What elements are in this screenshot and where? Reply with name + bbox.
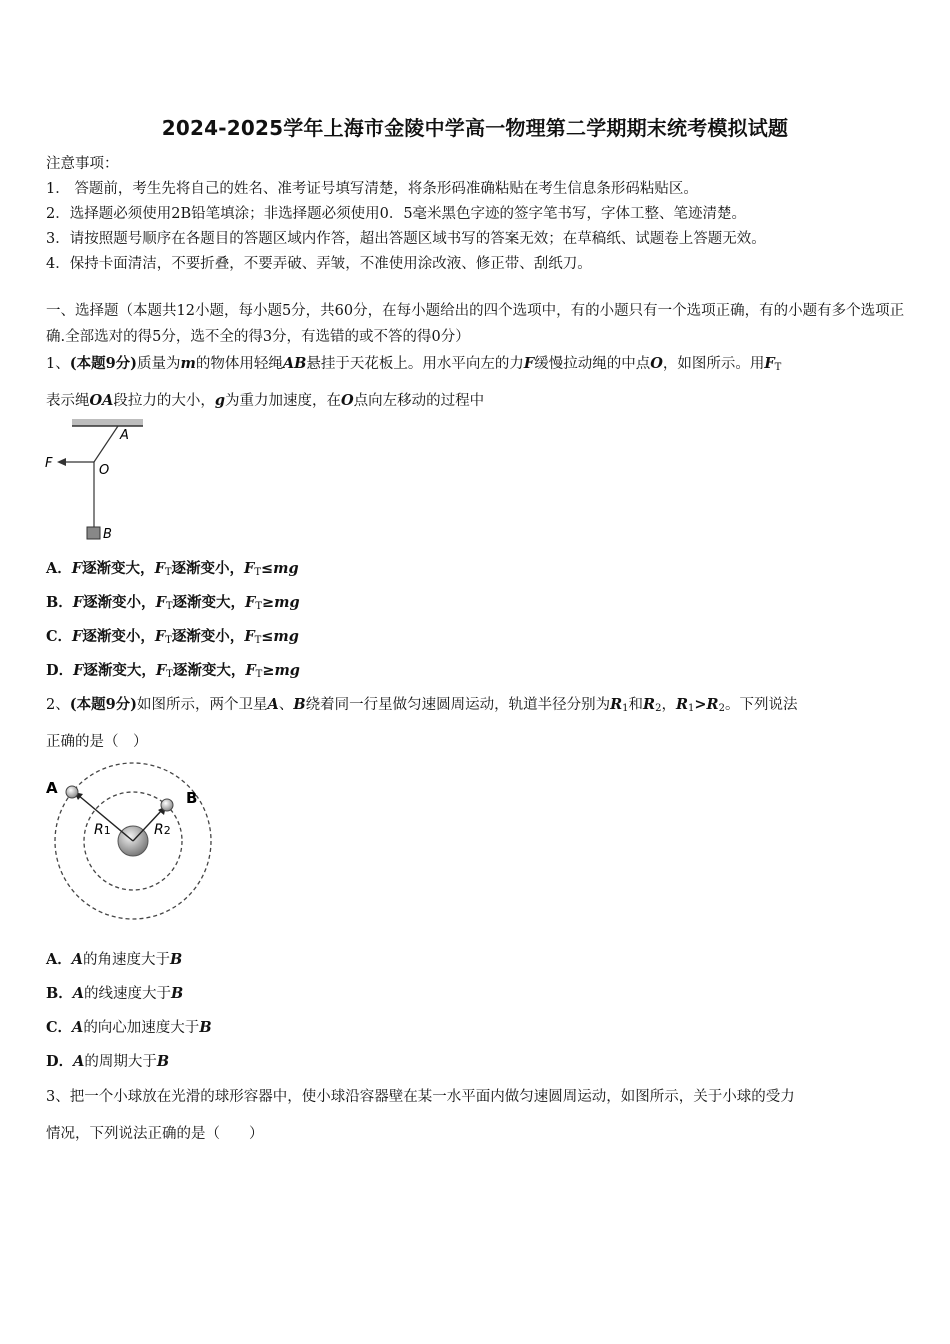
question-2-line-2: 正确的是（ ） (46, 734, 148, 750)
option-letter: C． (46, 628, 73, 645)
notice-item: 1． 答题前，考生先将自己的姓名、准考证号填写清楚，将条形码准确粘贴在考生信息条形码粘贴区。 (46, 181, 698, 197)
question-score: (本题9分) (69, 696, 138, 713)
q2-var: R (643, 696, 656, 713)
q1-text: 表示绳 (46, 393, 90, 409)
option-letter: A． (46, 560, 72, 577)
option-var: F (245, 594, 256, 611)
q1-var-m: m (180, 355, 196, 372)
option-letter: C． (46, 1019, 73, 1036)
option-var: F (72, 594, 84, 611)
q1-text: 缓慢拉动绳的中点 (534, 356, 651, 372)
option-text: 逐渐变大， (172, 594, 246, 611)
option-sub: T (254, 635, 262, 646)
q2-text: ， (661, 697, 676, 713)
q2-sub: 2 (718, 703, 725, 714)
question-1-line-1 (46, 352, 781, 373)
q2-figure (44, 762, 224, 932)
option-var: F (154, 560, 165, 577)
q1-text: 点向左移动的过程中 (353, 393, 485, 409)
q1-text: 悬挂于天花板上。用水平向左的力 (306, 356, 524, 372)
page-title: 2024-2025学年上海市金陵中学高一物理第二学期期末统考模拟试题 (161, 116, 789, 140)
q2-text: 。下列说法 (724, 697, 798, 713)
label-r2-sub: 2 (163, 824, 171, 837)
label-o: O (99, 463, 110, 478)
option-sub: T (165, 601, 173, 612)
rope-oa (94, 426, 118, 462)
q1-text: 为重力加速度，在 (225, 393, 342, 409)
option-text: 的向心加速度大于 (83, 1020, 200, 1036)
arrow-head-icon (57, 458, 66, 466)
q1-var-f: F (523, 355, 535, 372)
q1-text: 质量为 (137, 356, 181, 372)
q2-text: 和 (628, 697, 644, 713)
option-relation: ≤mg (261, 560, 299, 577)
label-r: R (154, 822, 164, 838)
q2-var: A (267, 696, 279, 713)
option-letter: B． (46, 985, 73, 1002)
option-text: 逐渐变大， (172, 662, 246, 679)
option-text: 逐渐变小， (171, 628, 245, 645)
q2-var: R (706, 696, 719, 713)
option-relation: ≥mg (262, 594, 300, 611)
question-number: 2、 (46, 697, 70, 713)
option-var: F (71, 560, 83, 577)
q1-figure (40, 415, 150, 545)
q1-text: 的物体用轻绳 (195, 356, 283, 372)
question-score: (本题9分) (69, 355, 138, 372)
option-text: 逐渐变大， (83, 662, 156, 679)
option-var: F (72, 628, 83, 645)
q1-sub-t: T (774, 362, 782, 373)
q1-var-o: O (650, 355, 663, 372)
label-r: R (94, 822, 104, 838)
option-relation: ≤mg (261, 628, 299, 645)
q2-var: B (293, 696, 306, 713)
option[interactable] (46, 948, 182, 969)
option[interactable] (46, 625, 299, 646)
q1-var-ab: AB (282, 355, 307, 372)
option-var: A (73, 1053, 85, 1070)
label-b: B (103, 527, 112, 542)
option-var: A (72, 985, 85, 1002)
option[interactable] (46, 1050, 169, 1071)
option-var: F (155, 662, 167, 679)
option[interactable] (46, 982, 183, 1003)
option-text: 的线速度大于 (84, 986, 172, 1002)
option[interactable] (46, 591, 300, 612)
label-a: A (46, 779, 58, 797)
section-heading: 一、选择题（本题共12小题，每小题5分，共60分，在每小题给出的四个选项中，有的小题只有一个选项正确，有的小题有多个选项正确.全部选对的得5分，选不全的得3分，有选错的或不答的得0分） (46, 303, 905, 345)
weight-block (87, 527, 100, 539)
option-var: A (72, 1019, 84, 1036)
option-letter: D． (46, 1053, 74, 1070)
label-r1 (94, 822, 111, 838)
option-sub: T (165, 635, 172, 646)
option-text: 逐渐变小， (171, 560, 245, 577)
question-3-line-1: 3、把一个小球放在光滑的球形容器中，使小球沿容器壁在某一水平面内做匀速圆周运动，如图所示，关于小球的受力 (46, 1089, 795, 1105)
option-text: 逐渐变小， (82, 628, 155, 645)
option-var: F (154, 628, 166, 645)
option-text: 的周期大于 (84, 1054, 157, 1070)
q1-text: 段拉力的大小， (113, 393, 215, 409)
question-1-line-2 (46, 389, 484, 410)
option-sub: T (255, 669, 263, 680)
q1-var-g: g (214, 392, 226, 409)
option-var: F (244, 628, 255, 645)
option-text: 逐渐变小， (83, 594, 156, 611)
notice-item: 2．选择题必须使用2B铅笔填涂；非选择题必须使用0．5毫米黑色字迹的签字笔书写，字体工整、笔迹清楚。 (46, 206, 747, 222)
q2-var: R (610, 696, 623, 713)
option-var: B (199, 1019, 212, 1036)
notice-heading: 注意事项： (46, 156, 119, 172)
q1-var-o: O (341, 392, 354, 409)
q2-text: 如图所示，两个卫星 (137, 697, 268, 713)
option-sub: T (166, 669, 173, 680)
option-var: A (71, 951, 84, 968)
q1-var-oa: OA (89, 392, 114, 409)
option-letter: D． (46, 662, 74, 679)
label-b: B (186, 789, 198, 807)
q2-text: 绕着同一行星做匀速圆周运动，轨道半径分别为 (305, 697, 611, 713)
option-sub: T (255, 601, 262, 612)
ceiling (72, 419, 143, 426)
q1-text: ，如图所示。用 (662, 356, 765, 372)
notice-item: 4．保持卡面清洁，不要折叠，不要弄破、弄皱，不准使用涂改液、修正带、刮纸刀。 (46, 256, 592, 272)
option-var: F (155, 594, 166, 611)
label-f: F (45, 456, 53, 471)
option-letter: B． (46, 594, 73, 611)
option[interactable] (46, 557, 299, 578)
option-text: 的角速度大于 (83, 952, 171, 968)
label-r1-sub: 1 (103, 824, 111, 837)
option-var: F (244, 560, 255, 577)
satellite-a (66, 786, 78, 798)
question-3-line-2: 情况，下列说法正确的是（ ） (46, 1126, 264, 1142)
q2-sub: 1 (622, 703, 629, 714)
option-var: B (171, 985, 184, 1002)
q2-sub: 2 (655, 703, 662, 714)
q2-sub: 1 (688, 703, 695, 714)
option-sub: T (254, 567, 261, 578)
q2-var: R (675, 696, 689, 713)
label-a: A (120, 428, 129, 443)
q2-relation: > (694, 696, 707, 713)
option-var: F (73, 662, 84, 679)
option-var: B (156, 1053, 170, 1070)
option-letter: A． (46, 951, 72, 968)
question-number: 1、 (46, 356, 70, 372)
option-relation: ≥mg (262, 662, 300, 679)
q2-text: 、 (278, 697, 294, 713)
option-var: B (170, 951, 183, 968)
option-sub: T (164, 567, 172, 578)
notice-item: 3．请按照题号顺序在各题目的答题区域内作答，超出答题区域书写的答案无效；在草稿纸、试题卷上答题无效。 (46, 231, 766, 247)
satellite-b (161, 799, 173, 811)
option-var: F (245, 662, 256, 679)
question-2-line-1 (46, 693, 797, 714)
option-text: 逐渐变大， (82, 560, 155, 577)
option[interactable] (46, 1016, 212, 1037)
q1-var-ft: F (764, 355, 775, 372)
option[interactable] (46, 659, 300, 680)
label-r2 (154, 822, 171, 838)
